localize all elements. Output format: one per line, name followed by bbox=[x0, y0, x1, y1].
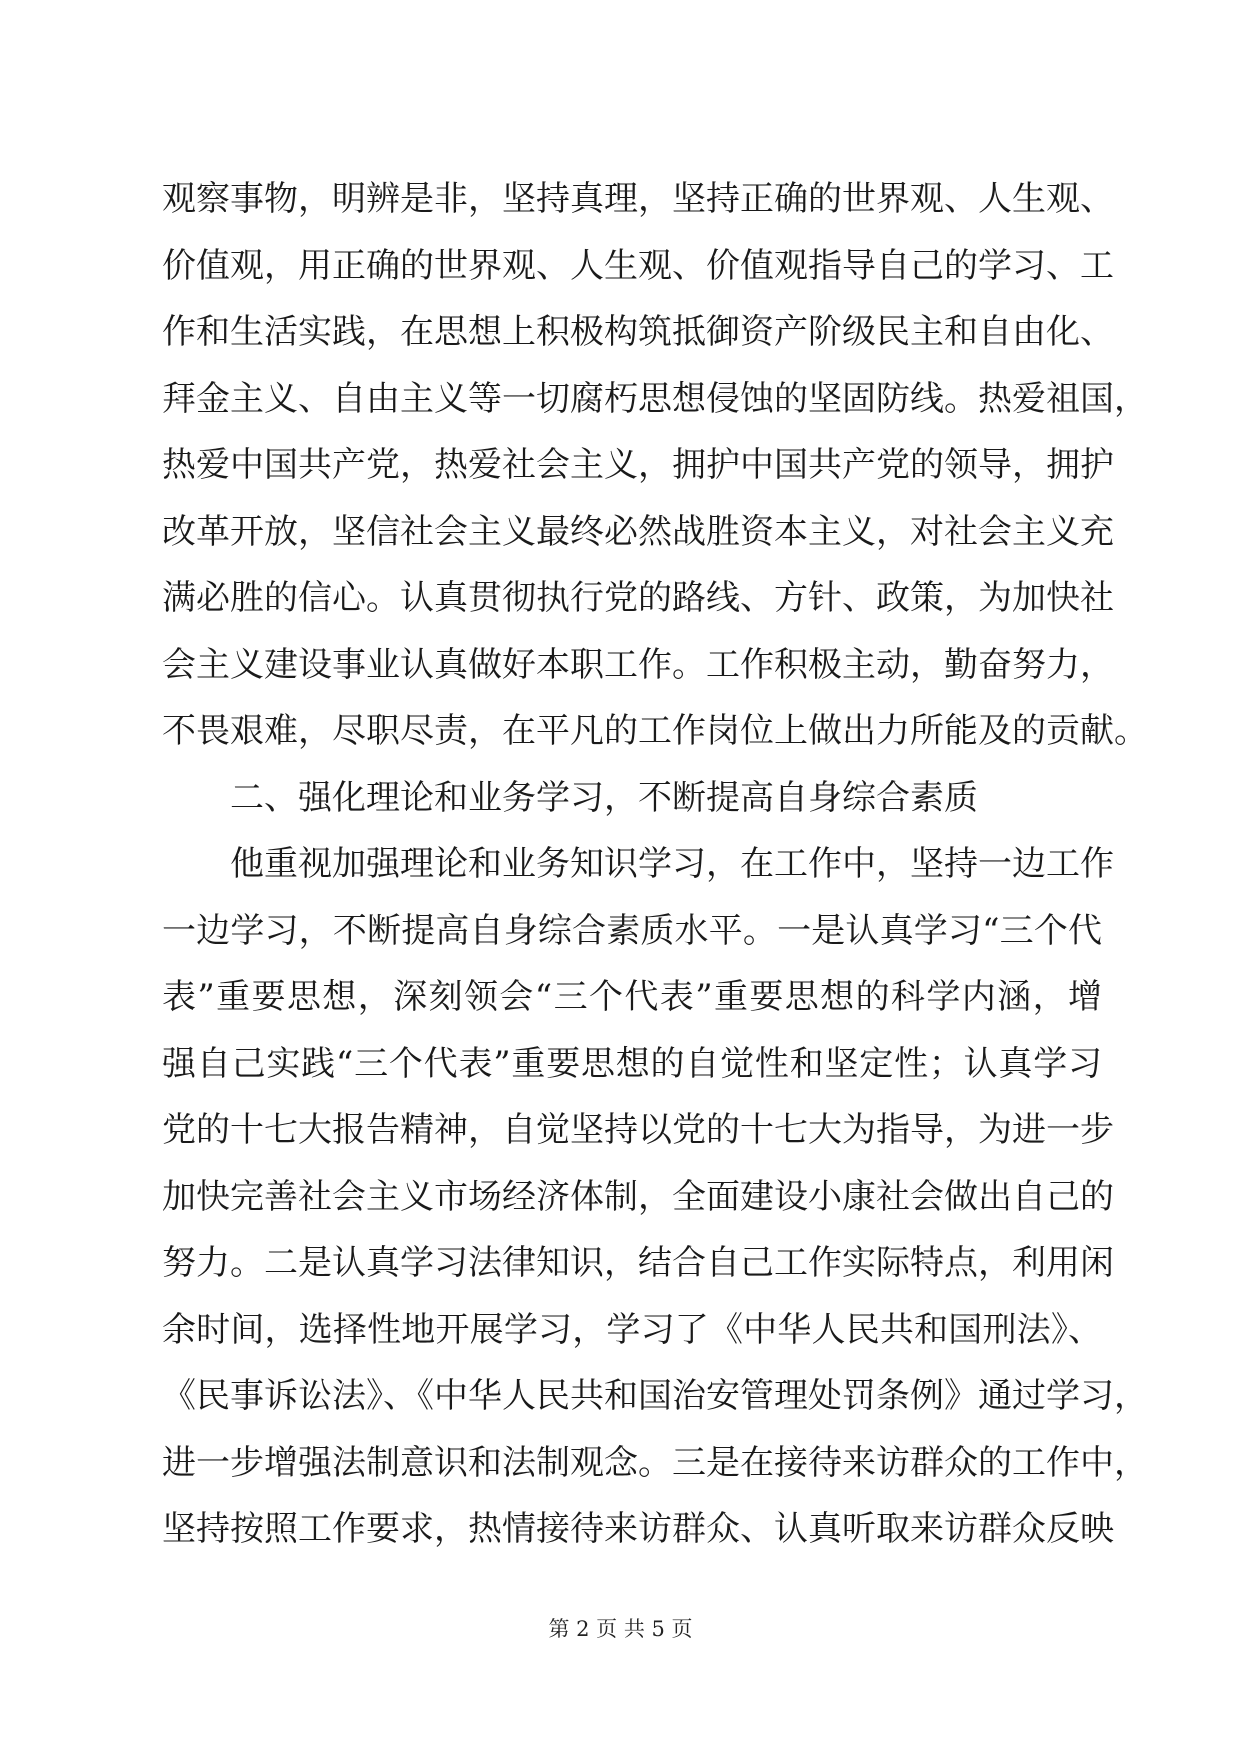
text-line: 热爱中国共产党，热爱社会主义，拥护中国共产党的领导，拥护 bbox=[162, 445, 1114, 485]
text-line: 进一步增强法制意识和法制观念。三是在接待来访群众的工作中， bbox=[162, 1442, 1148, 1483]
text-line: 会主义建设事业认真做好本职工作。工作积极主动，勤奋努力， bbox=[162, 644, 1114, 685]
text-line: 强自己实践“三个代表”重要思想的自觉性和坚定性；认真学习 bbox=[162, 1043, 1102, 1084]
text-line: 《民事诉讼法》、《中华人民共和国治安管理处罚条例》通过学习， bbox=[162, 1376, 1148, 1416]
text-line: 坚持按照工作要求，热情接待来访群众、认真听取来访群众反映 bbox=[162, 1509, 1114, 1549]
text-line: 改革开放，坚信社会主义最终必然战胜资本主义，对社会主义充 bbox=[162, 511, 1114, 552]
page-number-footer: 第 2 页 共 5 页 bbox=[548, 1617, 693, 1641]
text-line: 一边学习，不断提高自身综合素质水平。一是认真学习“三个代 bbox=[162, 910, 1102, 951]
body-text bbox=[162, 166, 1148, 1563]
text-line: 余时间，选择性地开展学习，学习了《中华人民共和国刑法》、 bbox=[162, 1309, 1102, 1350]
text-line: 党的十七大报告精神，自觉坚持以党的十七大为指导，为进一步 bbox=[162, 1110, 1114, 1150]
text-line: 加快完善社会主义市场经济体制，全面建设小康社会做出自己的 bbox=[162, 1176, 1114, 1217]
text-line: 努力。二是认真学习法律知识，结合自己工作实际特点，利用闲 bbox=[162, 1243, 1114, 1283]
text-line: 作和生活实践，在思想上积极构筑抵御资产阶级民主和自由化、 bbox=[162, 312, 1114, 352]
text-line: 拜金主义、自由主义等一切腐朽思想侵蚀的坚固防线。热爱祖国， bbox=[162, 378, 1148, 419]
section-heading: 二、强化理论和业务学习，不断提高自身综合素质 bbox=[162, 777, 978, 818]
text-line: 表”重要思想，深刻领会“三个代表”重要思想的科学内涵，增 bbox=[162, 977, 1102, 1017]
text-line: 观察事物，明辨是非，坚持真理，坚持正确的世界观、人生观、 bbox=[162, 179, 1114, 219]
text-line: 满必胜的信心。认真贯彻执行党的路线、方针、政策，为加快社 bbox=[162, 578, 1114, 618]
text-line: 不畏艰难，尽职尽责，在平凡的工作岗位上做出力所能及的贡献。 bbox=[162, 711, 1148, 751]
text-line: 价值观，用正确的世界观、人生观、价值观指导自己的学习、工 bbox=[162, 245, 1114, 286]
text-line: 他重视加强理论和业务知识学习，在工作中，坚持一边工作 bbox=[162, 844, 1114, 884]
